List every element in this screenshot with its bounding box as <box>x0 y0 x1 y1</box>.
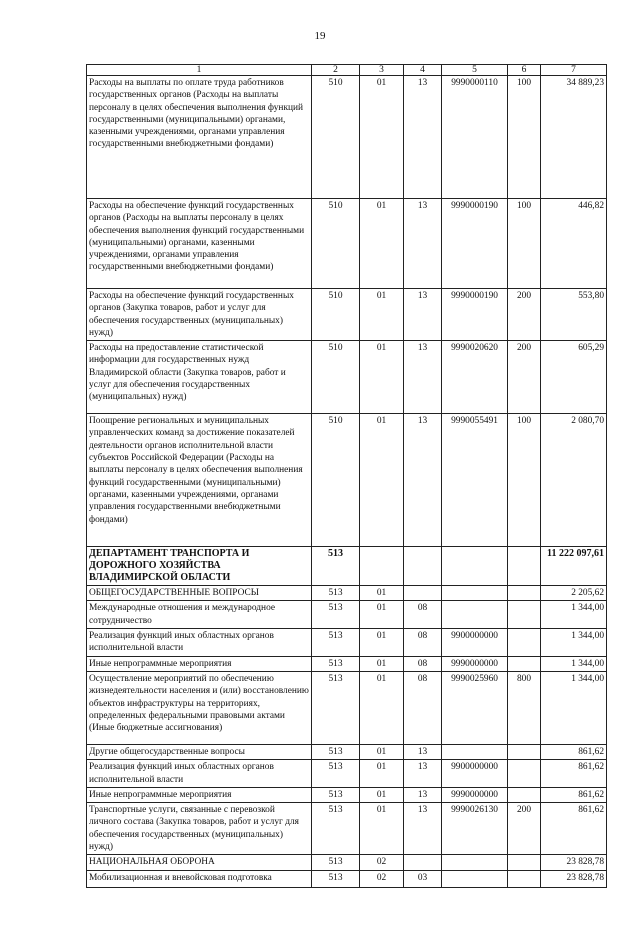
code-section: 01 <box>360 199 404 289</box>
column-header: 2 <box>312 65 360 76</box>
code-target: 9990000110 <box>442 76 508 199</box>
code-target: 9990000190 <box>442 199 508 289</box>
code-target: 9900000000 <box>442 629 508 657</box>
header-row <box>87 65 607 76</box>
code-section: 02 <box>360 855 404 870</box>
code-expense-type: 200 <box>508 341 541 414</box>
code-subsection: 13 <box>404 760 442 788</box>
code-admin: 513 <box>312 629 360 657</box>
table-row <box>87 870 607 887</box>
table-row <box>87 760 607 788</box>
code-admin: 513 <box>312 870 360 887</box>
code-section: 01 <box>360 787 404 802</box>
row-label: Транспортные услуги, связанные с перевозкой личного состава (Закупка товаров, работ и услуг для обеспечения государственных (муниципальных) нужд) <box>87 803 312 855</box>
code-admin: 510 <box>312 76 360 199</box>
code-subsection: 08 <box>404 601 442 629</box>
table-row <box>87 547 607 586</box>
table-row <box>87 601 607 629</box>
row-label: Расходы на обеспечение функций государственных органов (Закупка товаров, работ и услуг для обеспечения государственных (муниципальных) нужд) <box>87 289 312 341</box>
code-admin: 513 <box>312 803 360 855</box>
code-subsection: 13 <box>404 199 442 289</box>
code-target: 9900000000 <box>442 760 508 788</box>
code-section: 02 <box>360 870 404 887</box>
code-subsection: 13 <box>404 289 442 341</box>
code-admin: 510 <box>312 289 360 341</box>
table-row <box>87 341 607 414</box>
row-label: Мобилизационная и вневойсковая подготовка <box>87 870 312 887</box>
code-subsection: 08 <box>404 656 442 671</box>
table-row <box>87 414 607 547</box>
amount: 1 344,00 <box>541 601 607 629</box>
row-label: ОБЩЕГОСУДАРСТВЕННЫЕ ВОПРОСЫ <box>87 586 312 601</box>
column-header: 5 <box>442 65 508 76</box>
code-target: 9990000000 <box>442 787 508 802</box>
amount: 23 828,78 <box>541 870 607 887</box>
row-label: Иные непрограммные мероприятия <box>87 787 312 802</box>
amount: 23 828,78 <box>541 855 607 870</box>
code-section: 01 <box>360 341 404 414</box>
code-section: 01 <box>360 289 404 341</box>
code-subsection: 13 <box>404 76 442 199</box>
amount: 605,29 <box>541 341 607 414</box>
amount: 861,62 <box>541 787 607 802</box>
code-admin: 510 <box>312 341 360 414</box>
table-row <box>87 289 607 341</box>
code-target <box>442 870 508 887</box>
code-expense-type: 100 <box>508 199 541 289</box>
code-admin: 513 <box>312 601 360 629</box>
column-header: 7 <box>541 65 607 76</box>
code-expense-type <box>508 629 541 657</box>
code-section: 01 <box>360 671 404 744</box>
code-admin: 513 <box>312 855 360 870</box>
code-section: 01 <box>360 656 404 671</box>
code-expense-type <box>508 586 541 601</box>
row-label: Расходы на выплаты по оплате труда работников государственных органов (Расходы на выплаты персоналу в целях обеспечения выполнения функций государственными (муниципальными) органами, казенными учреждениями, органами управления государственными внебюджетными фондами) <box>87 76 312 199</box>
row-label: Иные непрограммные мероприятия <box>87 656 312 671</box>
row-label: Реализация функций иных областных органов исполнительной власти <box>87 760 312 788</box>
table-row <box>87 803 607 855</box>
code-section: 01 <box>360 76 404 199</box>
code-target <box>442 744 508 759</box>
code-expense-type: 200 <box>508 289 541 341</box>
code-target <box>442 601 508 629</box>
code-expense-type <box>508 870 541 887</box>
code-expense-type: 200 <box>508 803 541 855</box>
code-subsection: 08 <box>404 629 442 657</box>
code-section: 01 <box>360 629 404 657</box>
code-target: 9990000190 <box>442 289 508 341</box>
code-target <box>442 586 508 601</box>
code-subsection: 13 <box>404 787 442 802</box>
code-expense-type <box>508 744 541 759</box>
code-admin: 513 <box>312 547 360 586</box>
table-row <box>87 586 607 601</box>
code-section: 01 <box>360 414 404 547</box>
amount: 553,80 <box>541 289 607 341</box>
code-subsection: 08 <box>404 671 442 744</box>
code-target: 9990000000 <box>442 656 508 671</box>
column-header: 6 <box>508 65 541 76</box>
code-subsection: 03 <box>404 870 442 887</box>
code-expense-type: 100 <box>508 76 541 199</box>
code-target <box>442 855 508 870</box>
code-admin: 513 <box>312 744 360 759</box>
code-admin: 510 <box>312 199 360 289</box>
amount: 34 889,23 <box>541 76 607 199</box>
code-subsection: 13 <box>404 341 442 414</box>
code-expense-type: 100 <box>508 414 541 547</box>
code-admin: 510 <box>312 414 360 547</box>
code-target: 9990025960 <box>442 671 508 744</box>
budget-table <box>86 64 607 888</box>
amount: 1 344,00 <box>541 656 607 671</box>
amount: 446,82 <box>541 199 607 289</box>
table-row <box>87 629 607 657</box>
code-subsection <box>404 855 442 870</box>
amount: 861,62 <box>541 760 607 788</box>
code-section: 01 <box>360 744 404 759</box>
row-label: Реализация функций иных областных органов исполнительной власти <box>87 629 312 657</box>
code-section <box>360 547 404 586</box>
row-label: ДЕПАРТАМЕНТ ТРАНСПОРТА И ДОРОЖНОГО ХОЗЯЙСТВА ВЛАДИМИРСКОЙ ОБЛАСТИ <box>87 547 312 586</box>
code-subsection <box>404 586 442 601</box>
code-section: 01 <box>360 586 404 601</box>
row-label: Поощрение региональных и муниципальных управленческих команд за достижение показателей деятельности органов исполнительной власти субъектов Российской Федерации (Расходы на выплаты персоналу в целях обеспечения выполнения функций государственными (муниципальными) органами, казенными учреждениями, органами управления государственными внебюджетными фондами) <box>87 414 312 547</box>
code-target: 9990020620 <box>442 341 508 414</box>
column-header: 3 <box>360 65 404 76</box>
code-subsection: 13 <box>404 803 442 855</box>
table-row <box>87 744 607 759</box>
page-number: 19 <box>314 30 326 42</box>
amount: 2 205,62 <box>541 586 607 601</box>
table-row <box>87 671 607 744</box>
code-expense-type <box>508 760 541 788</box>
amount: 861,62 <box>541 744 607 759</box>
code-target: 9990055491 <box>442 414 508 547</box>
amount: 1 344,00 <box>541 671 607 744</box>
code-expense-type <box>508 601 541 629</box>
row-label: Международные отношения и международное сотрудничество <box>87 601 312 629</box>
code-expense-type <box>508 547 541 586</box>
column-header: 4 <box>404 65 442 76</box>
amount: 861,62 <box>541 803 607 855</box>
row-label: Расходы на предоставление статистической информации для государственных нужд Владимирской области (Закупка товаров, работ и услуг для обеспечения государственных (муниципальных) нужд) <box>87 341 312 414</box>
code-expense-type: 800 <box>508 671 541 744</box>
code-admin: 513 <box>312 671 360 744</box>
code-expense-type <box>508 787 541 802</box>
row-label: НАЦИОНАЛЬНАЯ ОБОРОНА <box>87 855 312 870</box>
amount: 11 222 097,61 <box>541 547 607 586</box>
code-section: 01 <box>360 601 404 629</box>
code-admin: 513 <box>312 787 360 802</box>
table-row <box>87 787 607 802</box>
code-subsection: 13 <box>404 414 442 547</box>
code-admin: 513 <box>312 760 360 788</box>
row-label: Другие общегосударственные вопросы <box>87 744 312 759</box>
code-expense-type <box>508 656 541 671</box>
table-row <box>87 855 607 870</box>
code-subsection: 13 <box>404 744 442 759</box>
row-label: Осуществление мероприятий по обеспечению жизнедеятельности населения и (или) восстановлению объектов инфраструктуры на территориях, определенных федеральными правовыми актами (Иные бюджетные ассигнования) <box>87 671 312 744</box>
amount: 2 080,70 <box>541 414 607 547</box>
amount: 1 344,00 <box>541 629 607 657</box>
code-admin: 513 <box>312 656 360 671</box>
code-section: 01 <box>360 803 404 855</box>
column-header: 1 <box>87 65 312 76</box>
table-row <box>87 656 607 671</box>
code-expense-type <box>508 855 541 870</box>
code-admin: 513 <box>312 586 360 601</box>
row-label: Расходы на обеспечение функций государственных органов (Расходы на выплаты персоналу в целях обеспечения выполнения функций государственными (муниципальными) органами, казенными учреждениями, органами управления государственными внебюджетными фондами) <box>87 199 312 289</box>
code-target: 9990026130 <box>442 803 508 855</box>
code-target <box>442 547 508 586</box>
code-subsection <box>404 547 442 586</box>
code-section: 01 <box>360 760 404 788</box>
table-row <box>87 76 607 199</box>
table-row <box>87 199 607 289</box>
